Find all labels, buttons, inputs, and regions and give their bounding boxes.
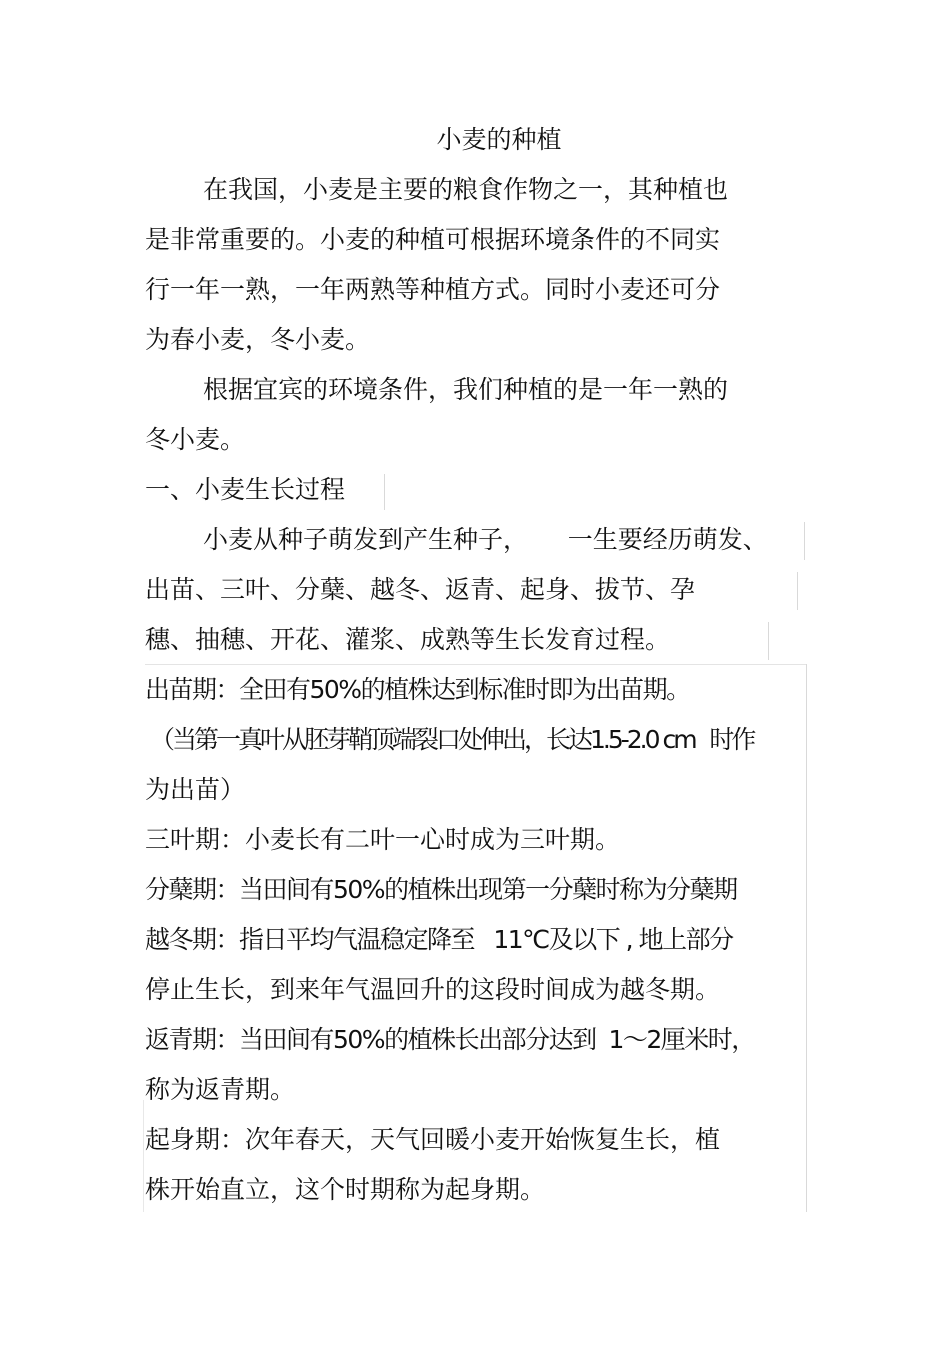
stage-fennie-line-1: 分蘖期：当田间有50%的植株出现第一分蘖时称为分蘖期 [145,875,737,904]
stage-chumiao-line-3: 为出苗） [145,775,246,804]
table-border [384,474,385,510]
stage-qishen-line-2: 株开始直立，这个时期称为起身期。 [145,1175,546,1204]
stage-yuedong-line-1: 越冬期：指日平均气温稳定降至 11℃及以下 , 地上部分 [145,925,733,954]
table-border [768,622,769,660]
section-para-line-3: 穗、抽穗、开花、灌浆、成熟等生长发育过程。 [145,625,671,654]
stage-fanqing-line-2: 称为返青期。 [145,1075,296,1104]
stage-chumiao-line-1: 出苗期：全田有50%的植株达到标准时即为出苗期。 [145,675,690,704]
table-border [143,1100,144,1212]
section-para-line-1: 小麦从种子萌发到产生种子， 一生要经历萌发、 [203,525,768,554]
stage-yuedong-line-2: 停止生长，到来年气温回升的这段时间成为越冬期。 [145,975,721,1004]
section-heading: 一、小麦生长过程 [145,475,346,504]
intro-p1-line-3: 行一年一熟，一年两熟等种植方式。同时小麦还可分 [145,275,721,304]
document-title: 小麦的种植 [436,125,562,154]
table-border [145,664,807,665]
intro-p1-line-2: 是非常重要的。小麦的种植可根据环境条件的不同实 [145,225,721,254]
section-para-line-2: 出苗、三叶、分蘖、越冬、返青、起身、拔节、孕 [145,575,696,604]
table-border [806,664,807,1212]
stage-chumiao-line-2: （当第一真叶从胚芽鞘顶端裂口处伸出，长达1.5-2.0 cm 时作 [150,725,754,754]
table-border [804,522,805,560]
table-border [797,572,798,610]
intro-p2-line-1: 根据宜宾的环境条件，我们种植的是一年一熟的 [203,375,729,404]
stage-sanye-line-1: 三叶期：小麦长有二叶一心时成为三叶期。 [145,825,621,854]
intro-p1-line-1: 在我国，小麦是主要的粮食作物之一，其种植也 [203,175,729,204]
intro-p1-line-4: 为春小麦，冬小麦。 [145,325,371,354]
intro-p2-line-2: 冬小麦。 [145,425,246,454]
stage-fanqing-line-1: 返青期：当田间有50%的植株长出部分达到 1～2厘米时， [145,1025,755,1054]
stage-qishen-line-1: 起身期：次年春天，天气回暖小麦开始恢复生长，植 [145,1125,721,1154]
